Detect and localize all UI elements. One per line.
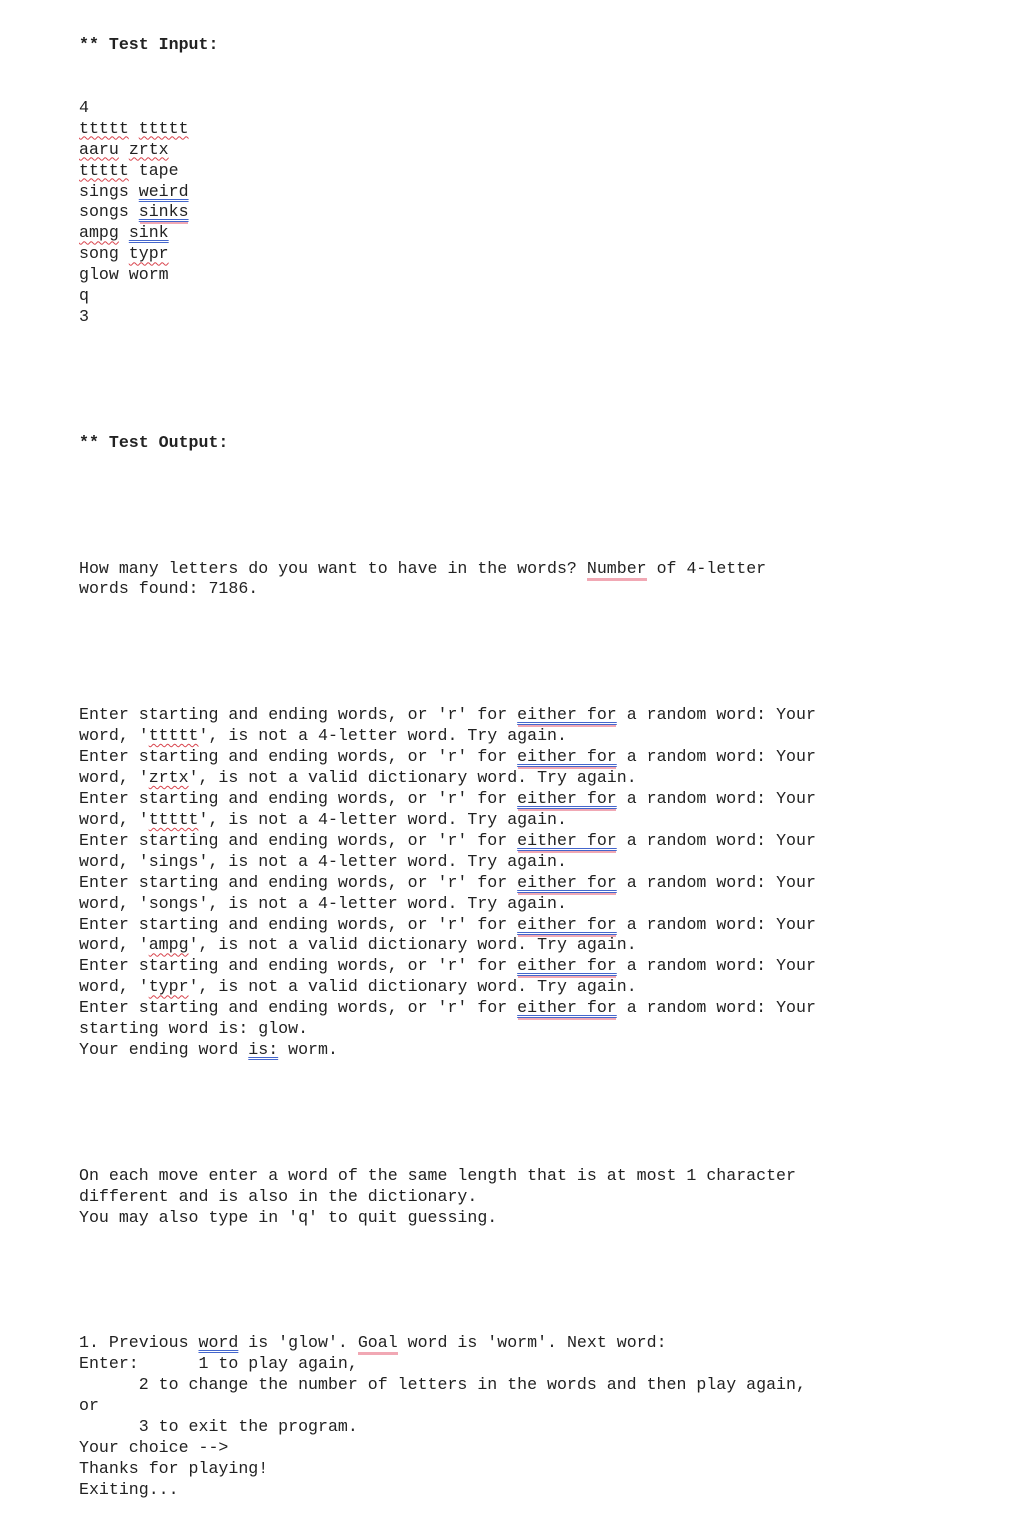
grammar-flag: either for [517, 914, 617, 934]
text-line [79, 1354, 816, 1375]
text-run: ', is not a 4-letter word. Try again. [198, 726, 567, 746]
text-run: Enter: 1 to play again, [79, 1354, 358, 1374]
text-run: Enter starting and ending words, or 'r' for [79, 705, 518, 725]
text-line [79, 726, 816, 747]
text-run: a random word: Your [616, 788, 816, 808]
text-run: a random word: Your [616, 705, 816, 725]
text-line [79, 873, 816, 894]
text-run: Enter starting and ending words, or 'r' for [79, 872, 518, 892]
spelling-flag: ampg [79, 223, 119, 243]
text-run: word, ' [79, 726, 149, 746]
text-line [79, 1459, 816, 1480]
text-run: Enter starting and ending words, or 'r' for [79, 914, 518, 934]
text-line [79, 1187, 816, 1208]
blank-line [79, 1271, 816, 1292]
text-run: 1. Previous [79, 1333, 199, 1353]
text-run: Enter starting and ending words, or 'r' for [79, 747, 518, 766]
text-run: ', is not a valid dictionary word. Try again. [188, 767, 637, 787]
text-line [79, 915, 816, 936]
text-line [79, 1396, 816, 1417]
text-run: a random word: Your [616, 747, 816, 766]
spelling-flag: ttttt [79, 160, 129, 180]
text-line [79, 1417, 816, 1438]
text-run: worm. [278, 1040, 338, 1060]
text-run [119, 223, 129, 242]
grammar-flag: sinks [138, 202, 189, 222]
spelling-flag: zrtx [148, 767, 189, 787]
output-attempts [79, 705, 816, 1061]
text-line [79, 1480, 816, 1501]
text-run: or [79, 1396, 99, 1416]
text-run: glow worm [79, 265, 169, 285]
text-line [79, 579, 816, 600]
text-run: Enter starting and ending words, or 'r' for [79, 998, 518, 1018]
text-line [79, 747, 816, 768]
test-input-heading: ** Test Input: [79, 34, 219, 54]
text-run: a random word: Your [616, 872, 816, 892]
text-run: word, ' [79, 977, 149, 997]
style-flag: Goal [358, 1333, 398, 1355]
text-run: ', is not a 4-letter word. Try again. [198, 809, 567, 829]
text-line [79, 265, 816, 286]
text-run: Exiting... [79, 1479, 179, 1499]
test-input-lines [79, 98, 816, 328]
text-run: is 'glow'. [238, 1333, 358, 1353]
text-run: tape [128, 160, 179, 180]
text-run: On each move enter a word of the same length that is at most 1 character [79, 1165, 796, 1185]
text-run: a random word: Your [616, 956, 816, 976]
blank-line [79, 642, 816, 663]
style-flag: Number [587, 559, 647, 581]
text-run: of 4-letter [646, 558, 767, 578]
text-run: 2 to change the number of letters in the words and then play again, [79, 1375, 806, 1395]
text-line [79, 705, 816, 726]
grammar-flag: either for [517, 956, 617, 976]
text-run: Thanks for playing! [79, 1459, 269, 1478]
text-run: word is 'worm'. Next word: [397, 1333, 667, 1353]
text-run: Your ending word [79, 1040, 249, 1060]
text-run: word, ' [79, 935, 149, 955]
text-line [79, 956, 816, 977]
text-line [79, 559, 816, 580]
spelling-flag: typr [128, 244, 169, 264]
text-line [79, 998, 816, 1019]
output-intro [79, 559, 816, 601]
text-run: ', is not a valid dictionary word. Try again. [188, 977, 637, 997]
text-line [79, 1333, 816, 1354]
grammar-flag: sink [128, 223, 169, 243]
text-run: song [79, 244, 129, 264]
spelling-flag: typr [148, 977, 189, 997]
text-line [79, 1019, 816, 1040]
text-run: word, 'songs', is not a 4-letter word. Try again. [79, 893, 567, 913]
text-line [79, 244, 816, 265]
text-line [79, 810, 816, 831]
text-line [79, 119, 816, 140]
grammar-flag: is: [248, 1040, 279, 1060]
text-line [79, 286, 816, 307]
spelling-flag: ttttt [79, 118, 129, 138]
text-run: word, 'sings', is not a 4-letter word. Try again. [79, 851, 567, 871]
text-line [79, 1375, 816, 1396]
text-run: Enter starting and ending words, or 'r' for [79, 956, 518, 976]
text-run: a random word: Your [616, 830, 816, 850]
test-output-heading: ** Test Output: [79, 432, 229, 452]
grammar-flag: either for [517, 872, 617, 892]
spelling-flag: ttttt [148, 726, 199, 746]
text-run: How many letters do you want to have in the words? [79, 558, 587, 578]
document-page [79, 0, 816, 1522]
spelling-flag: aaru [79, 139, 119, 159]
text-line [79, 98, 816, 119]
text-run [119, 140, 129, 159]
text-run: 4 [79, 97, 89, 117]
text-run: songs [79, 202, 139, 222]
text-run: starting word is: glow. [79, 1019, 309, 1039]
text-run [129, 119, 139, 138]
text-run: 3 to exit the program. [79, 1417, 358, 1437]
grammar-flag: either for [517, 788, 617, 808]
output-instructions [79, 1166, 816, 1229]
grammar-flag: either for [517, 747, 617, 766]
text-run: Enter starting and ending words, or 'r' for [79, 788, 518, 808]
text-line [79, 202, 816, 223]
text-line [79, 977, 816, 998]
grammar-flag: word [198, 1333, 239, 1353]
spelling-flag: zrtx [128, 139, 169, 159]
text-run: Your choice --> [79, 1438, 229, 1458]
text-line [79, 1208, 816, 1229]
blank-line [79, 370, 816, 391]
text-run: different and is also in the dictionary. [79, 1186, 478, 1206]
spelling-flag: ttttt [148, 809, 199, 829]
text-line [79, 768, 816, 789]
blank-line [79, 1103, 816, 1124]
text-line [79, 1166, 816, 1187]
text-line [79, 182, 816, 203]
text-line [79, 307, 816, 328]
text-line [79, 1438, 816, 1459]
text-run: ', is not a valid dictionary word. Try again. [188, 935, 637, 955]
text-run: Enter starting and ending words, or 'r' for [79, 830, 518, 850]
text-line [79, 935, 816, 956]
text-run: q [79, 286, 89, 306]
text-line [79, 140, 816, 161]
text-run: a random word: Your [616, 914, 816, 934]
text-run: words found: 7186. [79, 579, 259, 599]
grammar-flag: either for [517, 998, 617, 1018]
blank-line [79, 496, 816, 517]
text-run: word, ' [79, 767, 149, 787]
spelling-flag: ampg [148, 935, 189, 955]
grammar-flag: either for [517, 705, 617, 725]
text-run: a random word: Your [616, 998, 816, 1018]
output-final [79, 1333, 816, 1501]
text-run: word, ' [79, 809, 149, 829]
text-run: sings [79, 181, 139, 201]
text-run: You may also type in 'q' to quit guessing. [79, 1207, 498, 1227]
text-line [79, 789, 816, 810]
text-line [79, 223, 816, 244]
spelling-flag: ttttt [138, 118, 189, 138]
grammar-flag: either for [517, 830, 617, 850]
text-line [79, 894, 816, 915]
text-line [79, 852, 816, 873]
grammar-flag: weird [138, 181, 189, 201]
text-line [79, 1040, 816, 1061]
text-line [79, 161, 816, 182]
text-line [79, 831, 816, 852]
text-run: 3 [79, 307, 89, 327]
